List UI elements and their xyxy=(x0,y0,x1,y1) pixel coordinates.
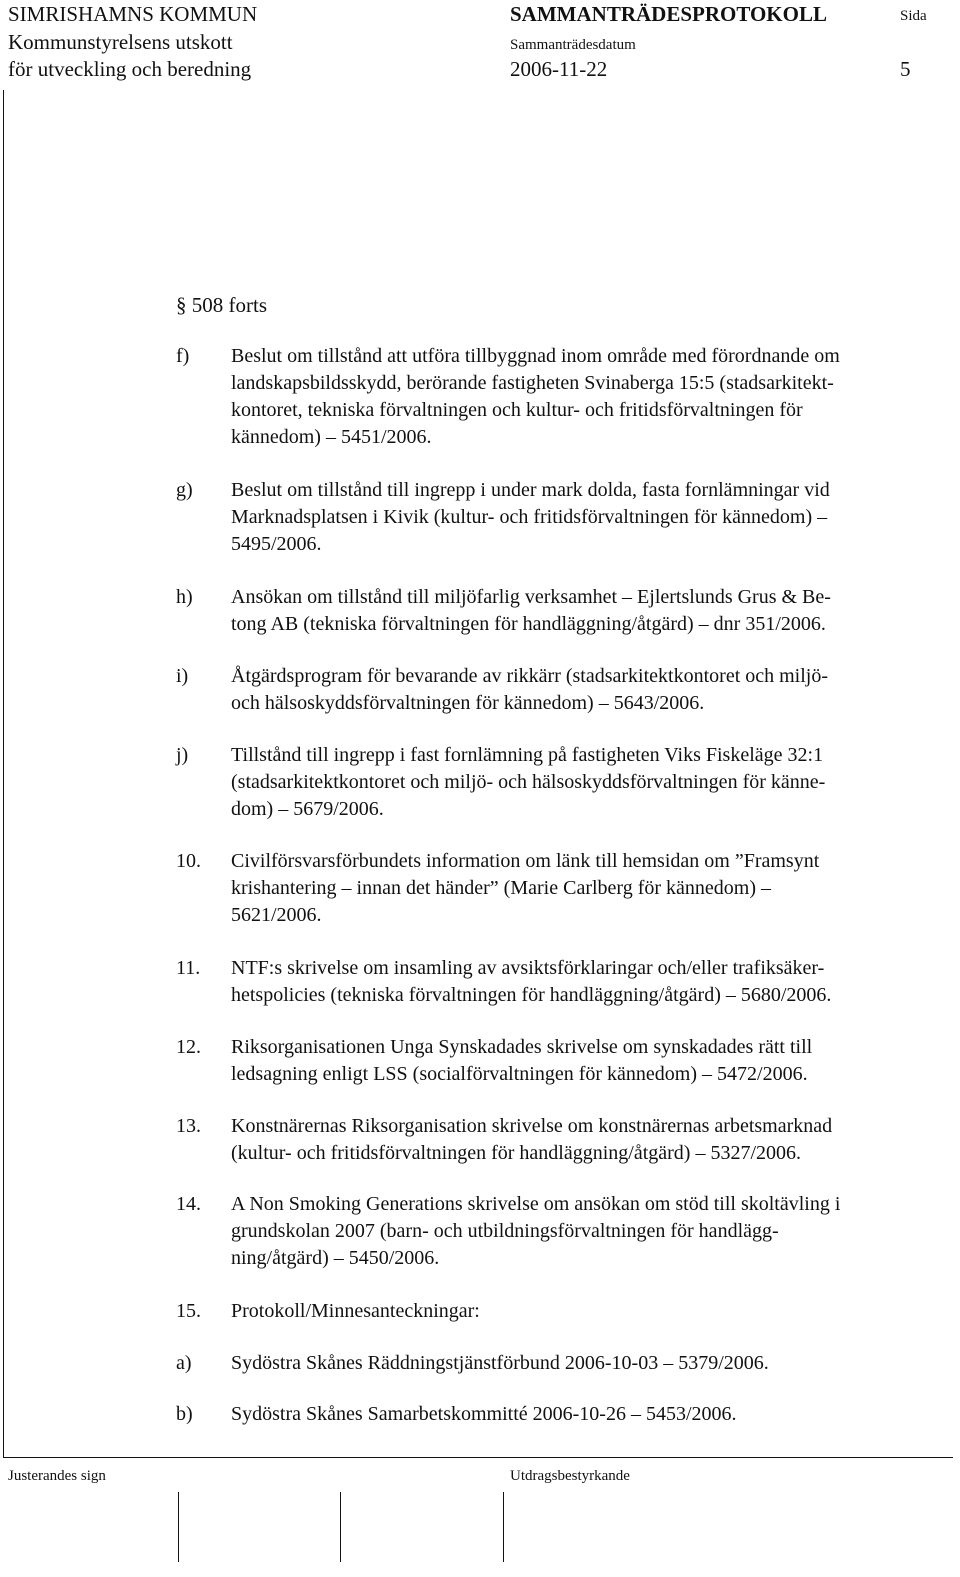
agenda-item-text xyxy=(231,1034,953,1088)
agenda-item-line: grundskolan 2007 (barn- och utbildningsförvaltningen för handlägg- xyxy=(231,1220,779,1242)
agenda-item-label: b) xyxy=(176,1403,193,1425)
agenda-item-line: Tillstånd till ingrepp i fast fornlämning på fastigheten Viks Fiskeläge 32:1 xyxy=(231,744,824,766)
agenda-item-line: A Non Smoking Generations skrivelse om ansökan om stöd till skoltävling i xyxy=(231,1193,841,1215)
sign-label: Justerandes sign xyxy=(8,1468,106,1484)
meeting-date: 2006-11-22 xyxy=(510,57,608,81)
agenda-item-label: f) xyxy=(176,345,190,367)
signature-box-divider xyxy=(340,1492,341,1562)
agenda-item-text xyxy=(231,343,953,451)
certify-label: Utdragsbestyrkande xyxy=(510,1468,630,1484)
agenda-item-line: ledsagning enligt LSS (socialförvaltningen för kännedom) – 5472/2006. xyxy=(231,1063,808,1085)
agenda-item-label: a) xyxy=(176,1352,192,1374)
agenda-item-line: (kultur- och fritidsförvaltningen för handläggning/åtgärd) – 5327/2006. xyxy=(231,1142,802,1164)
agenda-item-text xyxy=(231,1298,953,1325)
agenda-item-line: Sydöstra Skånes Samarbetskommitté 2006-10-26 – 5453/2006. xyxy=(231,1403,737,1425)
agenda-item-label: h) xyxy=(176,586,193,608)
agenda-item-text xyxy=(231,663,953,717)
agenda-item-text xyxy=(231,742,953,823)
agenda-item-line: 5495/2006. xyxy=(231,533,322,555)
section-heading: § 508 forts xyxy=(176,293,267,317)
agenda-item-line: dom) – 5679/2006. xyxy=(231,798,384,820)
agenda-item-line: tong AB (tekniska förvaltningen för handläggning/åtgärd) – dnr 351/2006. xyxy=(231,613,826,635)
agenda-item-line: Civilförsvarsförbundets information om länk till hemsidan om ”Framsynt xyxy=(231,850,820,872)
agenda-item-line: (stadsarkitektkontoret och miljö- och hälsoskyddsförvaltningen för känne- xyxy=(231,771,826,793)
agenda-item-label: 14. xyxy=(176,1193,201,1215)
agenda-item-label: 13. xyxy=(176,1115,201,1137)
agenda-item-line: Konstnärernas Riksorganisation skrivelse om konstnärernas arbetsmarknad xyxy=(231,1115,833,1137)
agenda-item-line: Ansökan om tillstånd till miljöfarlig verksamhet – Ejlertslunds Grus & Be- xyxy=(231,586,831,608)
agenda-item-line: och hälsoskyddsförvaltningen för kännedom) – 5643/2006. xyxy=(231,692,705,714)
agenda-item-text xyxy=(231,1350,953,1377)
agenda-item-line: Marknadsplatsen i Kivik (kultur- och fritidsförvaltningen för kännedom) – xyxy=(231,506,828,528)
agenda-item-line: kontoret, tekniska förvaltningen och kultur- och fritidsförvaltningen för xyxy=(231,399,803,421)
document-title: SAMMANTRÄDESPROTOKOLL xyxy=(510,2,827,26)
agenda-item-line: Beslut om tillstånd till ingrepp i under mark dolda, fasta fornlämningar vid xyxy=(231,479,830,501)
agenda-item-line: landskapsbildsskydd, berörande fastigheten Svinaberga 15:5 (stadsarkitekt- xyxy=(231,372,834,394)
agenda-item-line: 5621/2006. xyxy=(231,904,322,926)
agenda-item-line: Beslut om tillstånd att utföra tillbyggnad inom område med förordnande om xyxy=(231,345,840,367)
left-margin-line xyxy=(3,90,4,1457)
agenda-item-text xyxy=(231,584,953,638)
agenda-item-label: j) xyxy=(176,744,189,766)
agenda-item-text xyxy=(231,848,953,929)
committee-name-line1: Kommunstyrelsens utskott xyxy=(8,30,233,54)
signature-box-divider xyxy=(503,1492,504,1562)
agenda-item-line: Åtgärdsprogram för bevarande av rikkärr (stadsarkitektkontoret och miljö- xyxy=(231,665,829,687)
agenda-item-label: 10. xyxy=(176,850,201,872)
agenda-item-line: krishantering – innan det händer” (Marie Carlberg för kännedom) – xyxy=(231,877,771,899)
municipality-name: SIMRISHAMNS KOMMUN xyxy=(8,2,258,26)
agenda-item-label: g) xyxy=(176,479,193,501)
date-label: Sammanträdesdatum xyxy=(510,37,636,53)
agenda-item-line: Protokoll/Minnesanteckningar: xyxy=(231,1300,480,1322)
committee-name-line2: för utveckling och beredning xyxy=(8,57,252,81)
agenda-item-text xyxy=(231,1401,953,1428)
page-label: Sida xyxy=(900,8,927,24)
agenda-item-line: kännedom) – 5451/2006. xyxy=(231,426,432,448)
agenda-item-text xyxy=(231,955,953,1009)
signature-box-divider xyxy=(178,1492,179,1562)
agenda-item-label: 11. xyxy=(176,957,201,979)
agenda-item-line: Sydöstra Skånes Räddningstjänstförbund 2006-10-03 – 5379/2006. xyxy=(231,1352,769,1374)
agenda-item-label: 12. xyxy=(176,1036,201,1058)
footer-divider xyxy=(3,1457,953,1458)
agenda-item-text xyxy=(231,1191,953,1272)
page-number: 5 xyxy=(900,57,911,81)
agenda-item-label: i) xyxy=(176,665,189,687)
agenda-item-label: 15. xyxy=(176,1300,201,1322)
agenda-item-line: Riksorganisationen Unga Synskadades skrivelse om synskadades rätt till xyxy=(231,1036,813,1058)
agenda-item-text xyxy=(231,1113,953,1167)
agenda-item-line: hetspolicies (tekniska förvaltningen för handläggning/åtgärd) – 5680/2006. xyxy=(231,984,832,1006)
agenda-item-text xyxy=(231,477,953,558)
agenda-item-line: NTF:s skrivelse om insamling av avsiktsförklaringar och/eller trafiksäker- xyxy=(231,957,825,979)
agenda-item-line: ning/åtgärd) – 5450/2006. xyxy=(231,1247,440,1269)
